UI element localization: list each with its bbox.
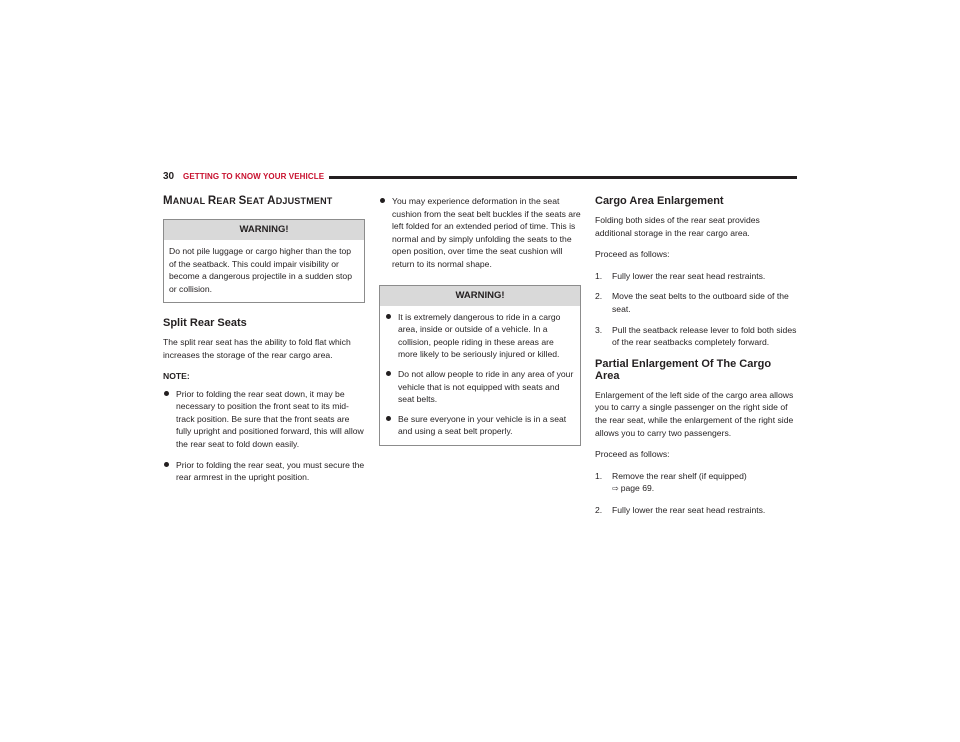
split-rear-seats-text: The split rear seat has the ability to fold flat which increases the storage of the rear cargo area. xyxy=(163,337,351,360)
arrow-right-icon: ⇨ xyxy=(612,484,619,494)
list-item: 1. Remove the rear shelf (if equipped) ⇨ page 69. xyxy=(595,470,797,496)
warning-box-cargo-riding xyxy=(379,285,581,446)
note-label: NOTE: xyxy=(163,370,190,381)
bullet-icon xyxy=(164,391,169,396)
warning-body xyxy=(380,306,580,445)
bullet-icon xyxy=(386,314,391,319)
header-rule xyxy=(329,176,797,179)
partial-steps xyxy=(595,470,797,517)
split-rear-seats-heading: Split Rear Seats xyxy=(163,317,247,330)
list-item: Prior to folding the rear seat, you must secure the rear armrest in the upright position. xyxy=(163,459,365,484)
section-title: MANUAL REAR SEAT ADJUSTMENT xyxy=(163,195,333,207)
page-header xyxy=(163,171,797,185)
column-left xyxy=(163,195,365,492)
column-middle xyxy=(379,195,581,460)
partial-enlargement-heading: Partial Enlargement Of The Cargo Area xyxy=(595,357,772,382)
partial-enlargement-text: Enlargement of the left side of the cargo area allows you to carry a single passenger on the right side of the rear seat, while the enlargement of the right side allows you to carry two passengers. xyxy=(595,389,794,438)
list-item: Prior to folding the rear seat down, it may be necessary to position the front seat to its mid-track position. Be sure that the front seats are fully upright and positioned forward, this will allow the rear seat to fold down easily. xyxy=(163,388,365,451)
proceed-label: Proceed as follows: xyxy=(595,249,670,260)
warning-bullets xyxy=(385,311,574,438)
warning-text: Do not pile luggage or cargo higher than the top of the seatback. This could impair visibility or become a dangerous projectile in a sudden stop or collision. xyxy=(169,246,352,294)
note-bullets xyxy=(163,388,365,484)
cargo-area-heading: Cargo Area Enlargement xyxy=(595,195,724,207)
list-item: You may experience deformation in the seat cushion from the seat belt buckles if the seats are left folded for an extended period of time. This is normal and by simply unfolding the seats to the open position, over time the seat cushion will return to its normal shape. xyxy=(379,195,581,271)
column-right xyxy=(595,195,797,526)
bullet-icon xyxy=(386,416,391,421)
page-reference[interactable]: ⇨ page 69. xyxy=(612,483,655,494)
bullet-icon xyxy=(380,198,385,203)
list-item: 2. Move the seat belts to the outboard side of the seat. xyxy=(595,291,789,314)
list-item: Be sure everyone in your vehicle is in a seat and using a seat belt properly. xyxy=(385,413,574,438)
cargo-steps xyxy=(595,270,797,349)
list-item: 1. Fully lower the rear seat head restraints. xyxy=(595,270,766,281)
cargo-area-text: Folding both sides of the rear seat provides additional storage in the rear cargo area. xyxy=(595,215,760,238)
chapter-title: GETTING TO KNOW YOUR VEHICLE xyxy=(183,172,325,181)
list-item: Do not allow people to ride in any area of your vehicle that is not equipped with seats and seat belts. xyxy=(385,368,574,406)
bullet-icon xyxy=(164,462,169,467)
proceed-label: Proceed as follows: xyxy=(595,449,670,460)
bullet-icon xyxy=(386,371,391,376)
warning-heading: WARNING! xyxy=(164,220,364,240)
list-item: It is extremely dangerous to ride in a cargo area, inside or outside of a vehicle. In a collision, people riding in these areas are more likely to be seriously injured or killed. xyxy=(385,311,574,361)
page-number: 30 xyxy=(163,171,175,182)
deformation-bullet xyxy=(379,195,581,271)
warning-heading: WARNING! xyxy=(380,286,580,306)
warning-box-luggage xyxy=(163,219,365,303)
list-item: 3. Pull the seatback release lever to fold both sides of the rear seatbacks completely forward. xyxy=(595,324,797,348)
list-item: 2. Fully lower the rear seat head restraints. xyxy=(595,504,766,515)
